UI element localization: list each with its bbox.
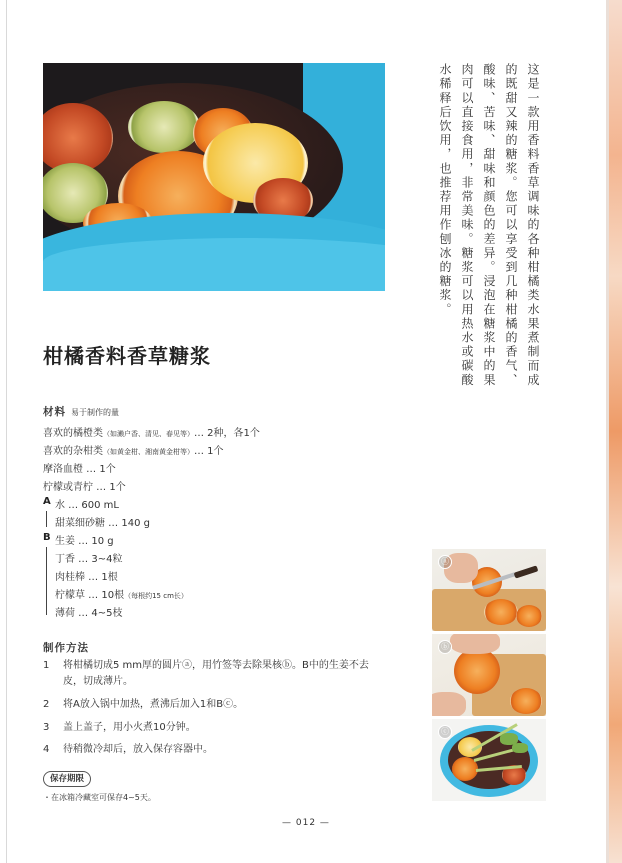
knife-handle xyxy=(514,565,539,578)
step-number: 3 xyxy=(43,722,50,733)
group-a-label: A xyxy=(43,496,51,507)
hand xyxy=(432,692,466,716)
orange-slice xyxy=(484,599,518,625)
group-b-item: 薄荷 … 4~5枝 xyxy=(55,608,123,619)
step-text: 将A放入锅中加热，煮沸后加入1和Bⓒ。 xyxy=(63,699,244,710)
ingredients-heading xyxy=(43,404,119,419)
method-step xyxy=(43,658,388,692)
ingredients-heading-note: 易于制作的量 xyxy=(71,408,119,417)
step-text: 盖上盖子，用小火煮10分钟。 xyxy=(63,722,196,733)
ingredient-qty: … 1个 xyxy=(83,464,116,475)
storage-note: ・在冰箱冷藏室可保存4~5天。 xyxy=(43,793,156,802)
ingredient-qty: … 1个 xyxy=(93,482,126,493)
ingredient-item xyxy=(43,478,126,493)
group-b-item-note: （每根约15 cm长） xyxy=(124,592,188,600)
ingredient-item xyxy=(43,424,260,439)
ingredient-name: 喜欢的橘橙类 xyxy=(43,428,103,439)
step-number: 1 xyxy=(43,660,50,671)
step-text: 将柑橘切成5 mm厚的圆片ⓐ，用竹签等去除果核ⓑ。B中的生姜不去皮，切成薄片。 xyxy=(63,660,369,687)
step-text: 待稍微冷却后，放入保存容器中。 xyxy=(63,744,213,755)
hero-photo-citrus-pot xyxy=(43,63,385,291)
method-heading: 制作方法 xyxy=(43,642,89,654)
storage-badge: 保存期限 xyxy=(43,771,91,787)
step-photo-b xyxy=(432,634,546,716)
group-b-item: 生姜 … 10 g xyxy=(55,536,114,547)
group-b-item-text: 柠檬草 … 10根 xyxy=(55,590,125,601)
photo-marker-a: ⓐ xyxy=(438,555,452,569)
mint-leaf xyxy=(512,743,528,753)
ingredient-name: 柠檬或青柠 xyxy=(43,482,93,493)
method-step xyxy=(43,742,388,758)
step-number: 2 xyxy=(43,699,50,710)
step-photo-c xyxy=(432,719,546,801)
ingredient-item xyxy=(43,442,224,457)
ingredients-heading-label: 材料 xyxy=(43,406,66,418)
recipe-title: 柑橘香料香草糖浆 xyxy=(43,344,211,368)
ingredient-item xyxy=(43,460,116,475)
intro-text-vertical: 这是一款用香料香草调味的各种柑橘类水果煮制而成的既甜又辣的糖浆。您可以享受到几种柑橘的香气、酸味、苦味、甜味和颜色的差异。浸泡在糖浆中的果肉可以直接食用，非常美味。糖浆可以用热水或碳酸水稀释后饮用，也推荐用作刨冰的糖浆。 xyxy=(438,63,540,388)
orange-slice xyxy=(516,605,542,627)
pot-rim-highlight xyxy=(43,238,385,291)
ingredient-qty: … 2种，各1个 xyxy=(194,428,260,439)
method-step xyxy=(43,720,388,736)
photo-marker-c: ⓒ xyxy=(438,725,452,739)
step-number: 4 xyxy=(43,744,50,755)
group-b-item: 肉桂棒 … 1根 xyxy=(55,572,118,583)
hand xyxy=(450,634,500,654)
ingredient-note: （如濑户香、清见、春见等） xyxy=(103,430,194,438)
group-a-item: 甜菜细砂糖 … 140 g xyxy=(55,518,150,529)
ingredient-note: （如黄金柑、湘南黄金柑等） xyxy=(103,448,194,456)
ingredient-name: 喜欢的杂柑类 xyxy=(43,446,103,457)
page-right-edge-photo xyxy=(606,0,622,863)
page-left-rule xyxy=(6,0,7,863)
group-a-bracket xyxy=(46,511,47,527)
step-photo-a xyxy=(432,549,546,631)
lime-slice xyxy=(128,101,200,153)
method-step xyxy=(43,697,388,713)
group-b-bracket xyxy=(46,547,47,615)
photo-marker-b: ⓑ xyxy=(438,640,452,654)
page-number: — 012 — xyxy=(282,818,330,828)
group-b-item: 丁香 … 3~4粒 xyxy=(55,554,123,565)
ingredient-name: 摩洛血橙 xyxy=(43,464,83,475)
group-a-item: 水 … 600 mL xyxy=(55,500,119,511)
group-b-item xyxy=(55,586,188,601)
group-b-label: B xyxy=(43,532,51,543)
orange-slice xyxy=(454,648,500,694)
orange-slice xyxy=(510,688,542,714)
ingredient-qty: … 1个 xyxy=(194,446,224,457)
